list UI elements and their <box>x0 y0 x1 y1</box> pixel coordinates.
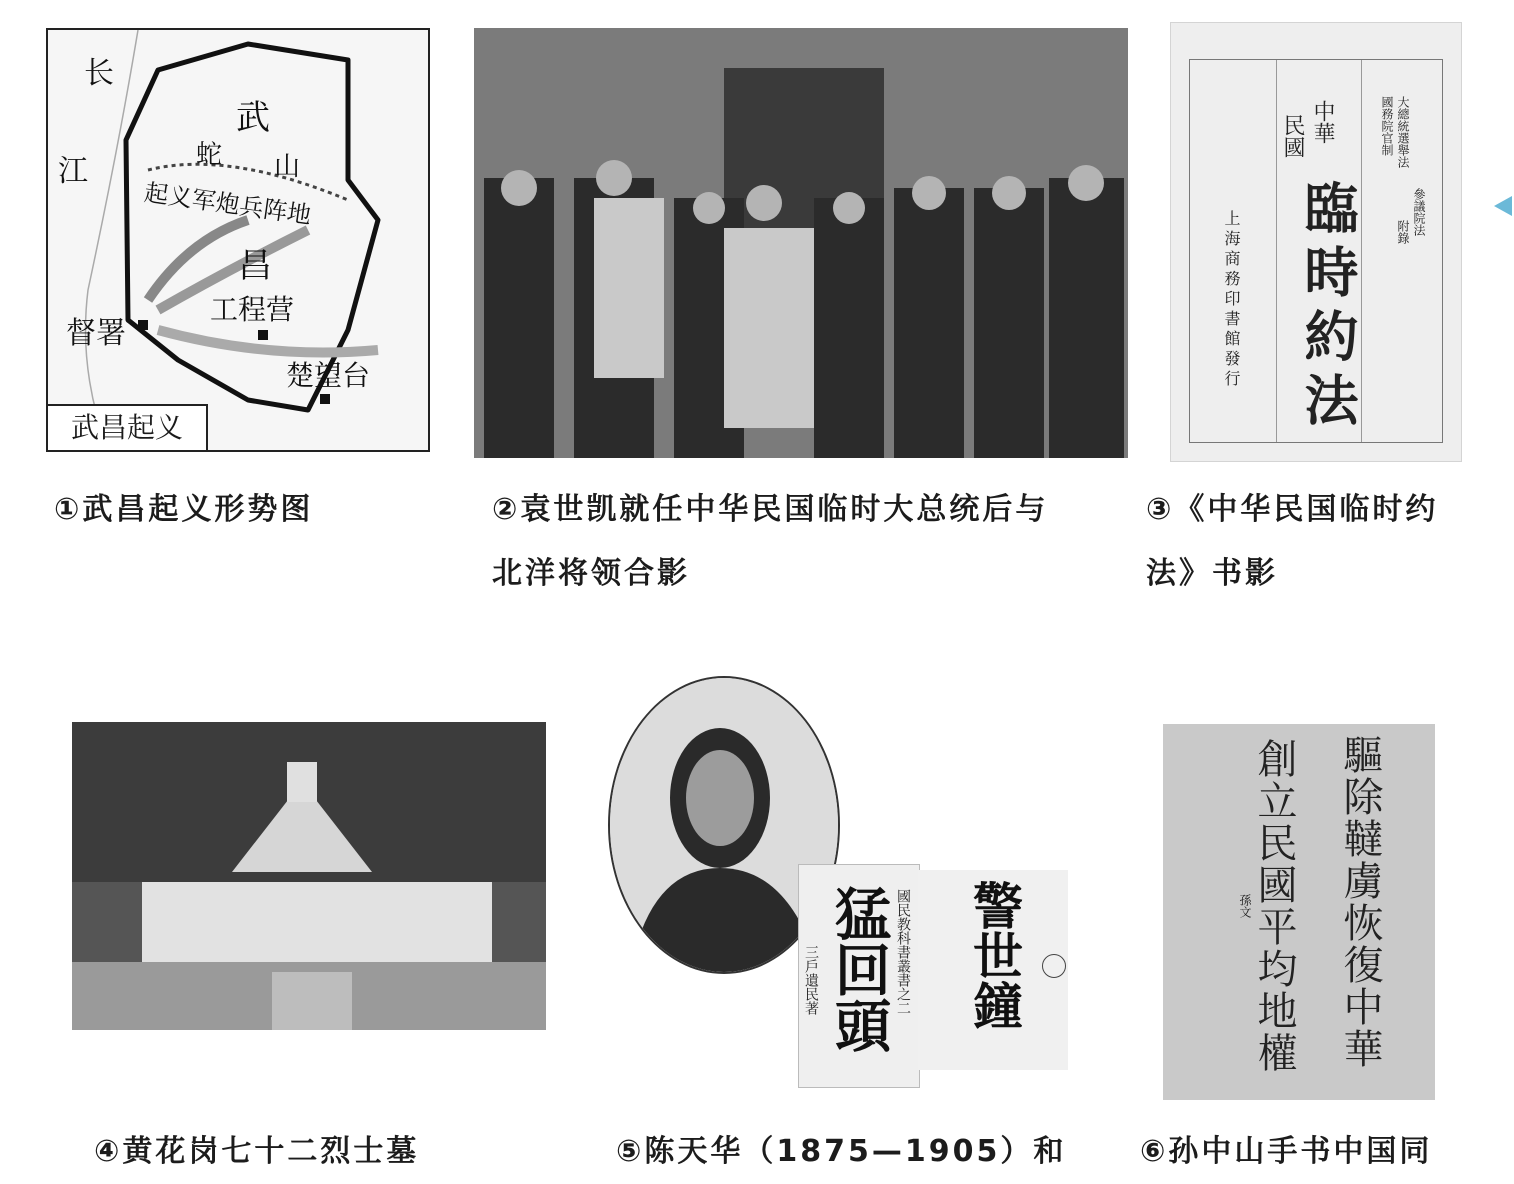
caption-3-line2: 法》书影 <box>1146 556 1278 591</box>
calligraphy-signature: 孫文 <box>1238 894 1252 918</box>
label-artillery: 起义军炮兵阵地 <box>142 178 313 230</box>
page-edge-marker-icon <box>1494 196 1512 216</box>
pamphlet-jingshizhong: 警世鐘 <box>965 880 1024 1030</box>
caption-5: ⑤陈天华（1875—1905）和 <box>616 1134 1067 1169</box>
sun-yatsen-calligraphy <box>1163 724 1435 1100</box>
dushu-marker <box>138 320 148 330</box>
menghuitou-cover <box>798 864 920 1088</box>
chuwangtai-marker <box>320 394 330 404</box>
label-gongchengying: 工程营 <box>210 293 295 326</box>
caption-6: ⑥孙中山手书中国同 <box>1140 1134 1433 1169</box>
pamphlet-series: 國民教科書叢書之二 <box>895 889 911 1015</box>
cover-side4: 附錄 <box>1396 220 1410 244</box>
cover-zhonghua: 中華 <box>1310 100 1335 144</box>
cover-side3: 國務院官制 <box>1380 96 1394 156</box>
caption-3-line1: ③《中华民国临时约 <box>1146 492 1439 527</box>
beiyang-group-photo <box>474 28 1128 458</box>
jingshizhong-cover <box>918 870 1068 1070</box>
cover-side2: 參議院法 <box>1412 188 1426 236</box>
huanghuagang-tomb-photo <box>72 722 546 1030</box>
caption-2-line2: 北洋将领合影 <box>492 556 690 591</box>
label-chang2: 昌 <box>238 246 272 286</box>
map-title: 武昌起义 <box>48 404 208 450</box>
calligraphy-col2: 創立民國平均地權 <box>1251 738 1297 1074</box>
cover-side1: 大總統選舉法 <box>1396 96 1410 168</box>
wuchang-uprising-map <box>46 28 430 452</box>
pamphlet-author: 三戶遺民著 <box>803 945 819 1015</box>
pamphlet-menghuitou: 猛回頭 <box>826 885 892 1053</box>
tomb-drawing <box>72 722 546 1030</box>
caption-1: ①武昌起义形势图 <box>54 492 314 527</box>
caption-4: ④黄花岗七十二烈士墓 <box>94 1134 420 1169</box>
cover-minguo: 民國 <box>1280 114 1305 158</box>
label-dushu: 督署 <box>66 316 126 351</box>
cover-border <box>1189 59 1443 443</box>
label-wu: 武 <box>236 98 270 138</box>
group-photo-figures <box>474 28 1128 458</box>
label-jiang: 江 <box>58 154 88 189</box>
cover-title: 臨時約法 <box>1296 180 1360 436</box>
label-shan: 山 <box>274 152 301 182</box>
label-chang: 长 <box>84 56 114 91</box>
gongchengying-marker <box>258 330 268 340</box>
caption-2-line1: ②袁世凯就任中华民国临时大总统后与 <box>492 492 1049 527</box>
label-chuwangtai: 楚望台 <box>286 359 371 392</box>
calligraphy-col1: 驅除韃虜恢復中華 <box>1337 734 1383 1070</box>
cover-publisher: 上海商務印書館發行 <box>1222 210 1241 390</box>
seal-icon <box>1042 954 1066 978</box>
provisional-constitution-cover <box>1170 22 1462 462</box>
label-she: 蛇 <box>196 140 223 170</box>
